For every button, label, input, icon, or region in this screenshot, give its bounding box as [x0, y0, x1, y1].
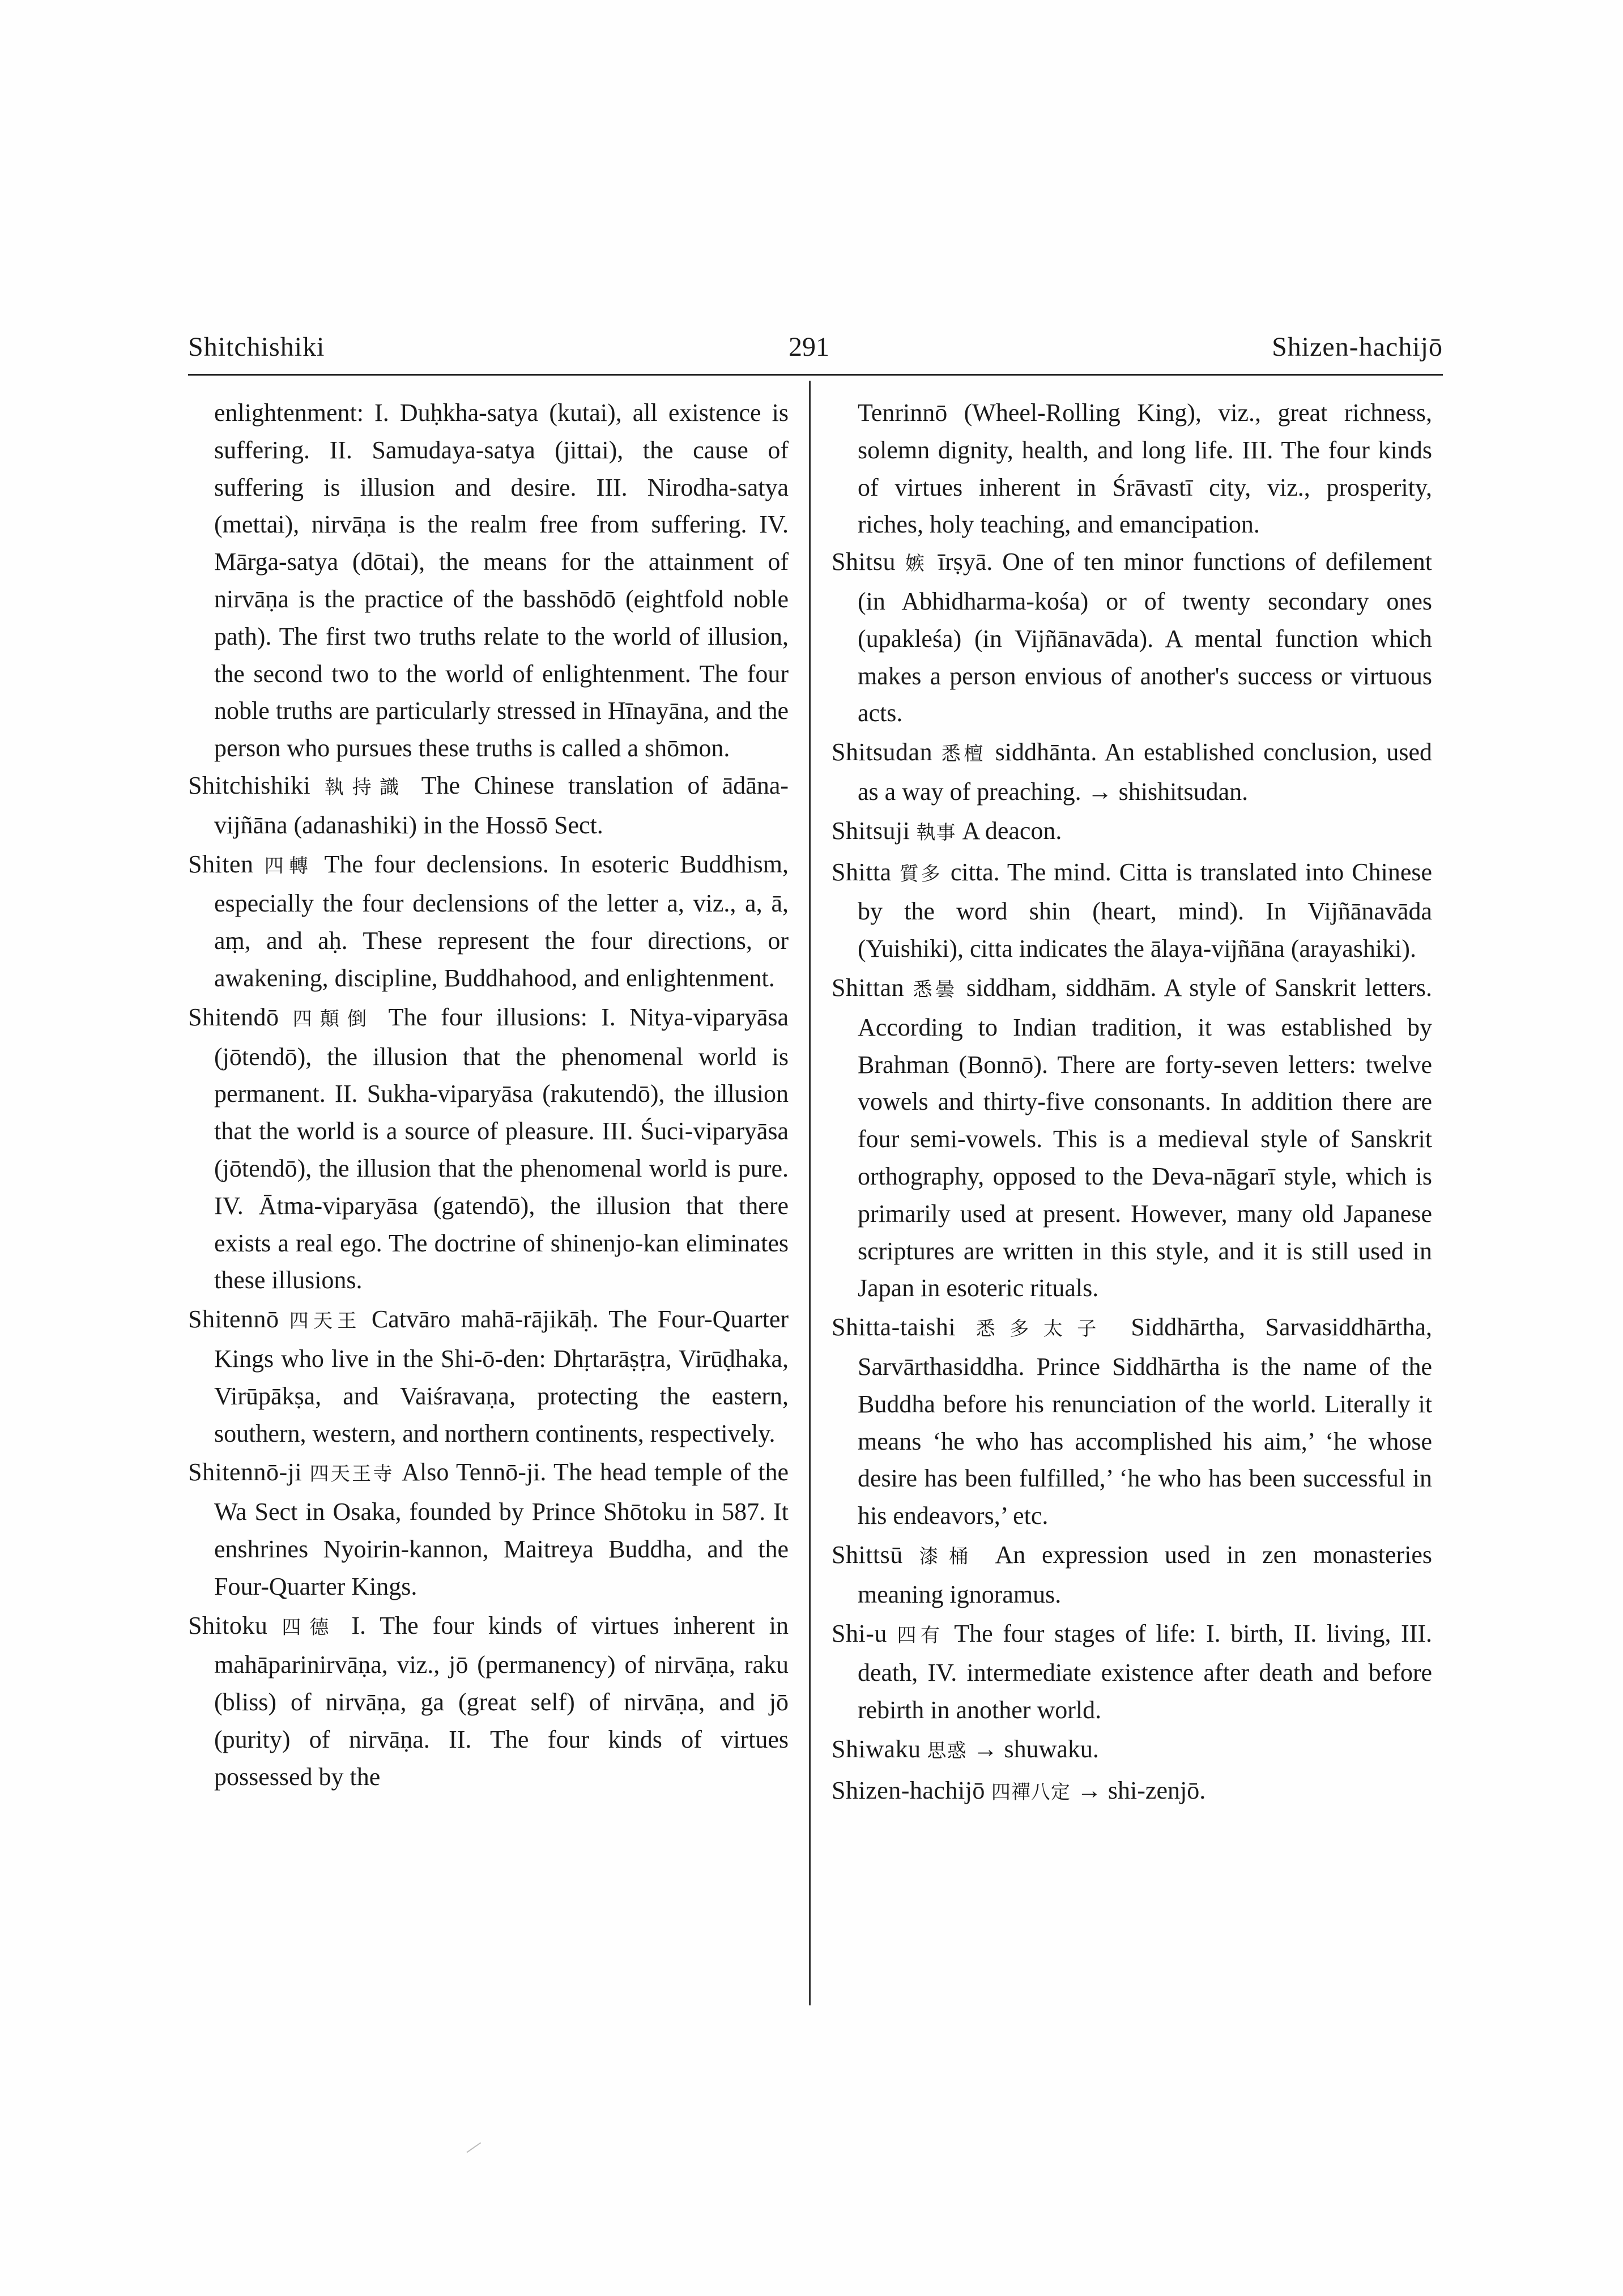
entry-text: The four illusions: I. Nitya-viparyāsa (jōtendō), the illusion that the phenomenal world is permanent. II. Sukha-viparyāsa (rakutendō), the illusion that the world is a source of pleasure. III. Śuci-viparyāsa (jōtendō), the illusion that the phenomenal world is pure. IV. Ātma-viparyāsa (gatendō), the illusion that there exists a real ego. The doctrine of shinenjo-kan eliminates these illusions. [214, 1003, 789, 1294]
entry-text: Catvāro mahā-rājikāḥ. The Four-Quarter Kings who live in the Shi-ō-den: Dhṛtarāṣṭra, Virūḍhaka, Virūpākṣa, and Vaiśravaṇa, protecting the eastern, southern, western, and northern continents, respectively. [214, 1305, 789, 1447]
dictionary-entry [832, 854, 1432, 968]
entry-text: Siddhārtha, Sarvasiddhārtha, Sarvārthasiddha. Prince Siddhārtha is the name of the Buddha before his renunciation of the world. Literally it means ‘he who has accomplished his aim,’ ‘he whose desire has been fulfilled,’ ‘he who has been successful in his endeavors,’ etc. [858, 1313, 1433, 1530]
entry-text: īrṣyā. One of ten minor functions of defilement (in Abhidharma-kośa) or of twenty secondary ones (upakleśa) (in Vijñānavāda). A mental function which makes a person envious of another's success or virtuous acts. [858, 548, 1432, 727]
entry-text: Also Tennō-ji. The head temple of the Wa Sect in Osaka, founded by Prince Shōtoku in 587. It enshrines Nyoirin-kannon, Maitreya Buddha, and the Four-Quarter Kings. [214, 1458, 789, 1600]
entry-kanji: 思惑 [927, 1739, 967, 1762]
entry-text: The Chinese translation of ādāna-vijñāna (adanashiki) in the Hossō Sect. [214, 771, 789, 839]
entry-kanji: 悉曇 [913, 978, 958, 1001]
entry-text: The four declensions. In esoteric Buddhism, especially the four declensions of the letter a, viz., a, ā, aṃ, and aḥ. These represent the four directions, or awakening, discipline, Buddhahood, and enlightenment. [214, 850, 789, 992]
dictionary-entry [188, 1454, 789, 1605]
running-header [188, 331, 1443, 371]
entry-headword: Shitsuji [832, 816, 910, 845]
entry-headword: Shiten [188, 850, 254, 878]
entry-kanji: 四禪八定 [991, 1780, 1071, 1804]
entry-headword: Shitta [832, 858, 892, 886]
entry-text: A deacon. [962, 816, 1062, 845]
column-divider [809, 381, 811, 2005]
dictionary-entry [188, 999, 789, 1299]
entry-kanji: 執持識 [324, 776, 407, 799]
entry-headword: Shitoku [188, 1611, 268, 1639]
entry-headword: Shitendō [188, 1003, 279, 1031]
entry-headword: Shiwaku [832, 1735, 921, 1763]
entry-headword: Shitchishiki [188, 771, 311, 799]
entry-kanji: 質多 [899, 862, 943, 885]
dictionary-entry [188, 846, 789, 997]
entry-text: citta. The mind. Citta is translated into Chinese by the word shin (heart, mind). In Vijñānavāda (Yuishiki), citta indicates the ālaya-vijñāna (arayashiki). [858, 858, 1433, 963]
dictionary-entry [832, 734, 1432, 811]
dictionary-entry [188, 1301, 789, 1452]
entry-kanji: 四顛倒 [292, 1007, 375, 1030]
right-guide-word: Shizen-hachijō [1272, 332, 1443, 362]
entry-headword: Shitennō-ji [188, 1458, 303, 1486]
page-number: 291 [789, 332, 829, 362]
entry-headword: Shizen-hachijō [832, 1776, 985, 1804]
dictionary-entry [832, 1536, 1432, 1613]
dictionary-entry [832, 1309, 1432, 1535]
entry-kanji: 四轉 [264, 854, 314, 877]
dictionary-entry [832, 1731, 1432, 1770]
entry-headword: Shitennō [188, 1305, 279, 1334]
entry-kanji: 漆桶 [919, 1545, 979, 1568]
entry-headword: Shittsū [832, 1540, 903, 1569]
continuation-text: enlightenment: I. Duḥkha-satya (kutai), all existence is suffering. II. Samudaya-satya (jittai), the cause of suffering is illusion and desire. III. Nirodha-satya (mettai), nirvāṇa is the realm free from suffering. IV. Mārga-satya (dōtai), the means for the attainment of nirvāṇa is the practice of the basshōdō (eightfold noble path). The first two truths relate to the world of illusion, the second two to the world of enlightenment. The four noble truths are particularly stressed in Hīnayāna, and the person who pursues these truths is called a shōmon. [214, 399, 789, 763]
entry-text: → shi-zenjō. [1076, 1776, 1206, 1804]
header-rule [188, 374, 1443, 376]
entry-headword: Shitsu [832, 548, 896, 576]
entry-text: siddham, siddhām. A style of Sanskrit letters. According to Indian tradition, it was established by Brahman (Bonnō). There are forty-seven letters: twelve vowels and thirty-five consonants. In addition there are four semi-vowels. This is a medieval style of Sanskrit orthography, opposed to the Deva-nāgarī style, which is primarily used at present. However, many old Japanese scriptures are written in this style, and it is still used in Japan in esoteric rituals. [858, 973, 1433, 1302]
entry-headword: Shitta-taishi [832, 1313, 956, 1341]
dictionary-entry [832, 543, 1432, 732]
entry-kanji: 四天王 [289, 1310, 361, 1333]
left-column [188, 394, 789, 1797]
entry-kanji: 嫉 [905, 552, 928, 576]
entry-text: → shuwaku. [973, 1735, 1099, 1763]
dictionary-entry [832, 1772, 1432, 1812]
dictionary-entry [832, 969, 1432, 1307]
dictionary-entry [188, 1607, 789, 1796]
entry-headword: Shi-u [832, 1619, 887, 1647]
entry-kanji: 執事 [916, 821, 956, 844]
entry-text: The four stages of life: I. birth, II. living, III. death, IV. intermediate existence after death and before rebirth in another world. [858, 1619, 1433, 1724]
dictionary-entry [832, 1615, 1432, 1729]
entry-text: An expression used in zen monasteries meaning ignoramus. [858, 1540, 1433, 1608]
scan-mark [459, 2132, 481, 2153]
entry-headword: Shittan [832, 973, 905, 1002]
entry-kanji: 四德 [282, 1616, 338, 1639]
left-guide-word: Shitchishiki [188, 332, 325, 362]
dictionary-entry [832, 812, 1432, 852]
entry-text: I. The four kinds of virtues inherent in mahāparinirvāṇa, viz., jō (permanency) of nirvāṇa, raku (bliss) of nirvāṇa, ga (great self) of nirvāṇa, and jō (purity) of nirvāṇa. II. The four kinds of virtues possessed by the [214, 1611, 789, 1791]
entry-kanji: 悉檀 [941, 743, 987, 766]
entry-headword: Shitsudan [832, 738, 933, 766]
dictionary-entry [188, 767, 789, 844]
entry-text: siddhānta. An established conclusion, used as a way of preaching. → shishitsudan. [858, 738, 1433, 806]
entry-kanji: 四天王寺 [309, 1463, 394, 1486]
entry-kanji: 四有 [897, 1624, 944, 1647]
entry-kanji: 悉多太子 [975, 1318, 1111, 1341]
continuation-text: Tenrinnō (Wheel-Rolling King), viz., great richness, solemn dignity, health, and long life. III. The four kinds of virtues inherent in Śrāvastī city, viz., prosperity, riches, holy teaching, and emancipation. [858, 399, 1432, 539]
right-column [832, 394, 1432, 1813]
